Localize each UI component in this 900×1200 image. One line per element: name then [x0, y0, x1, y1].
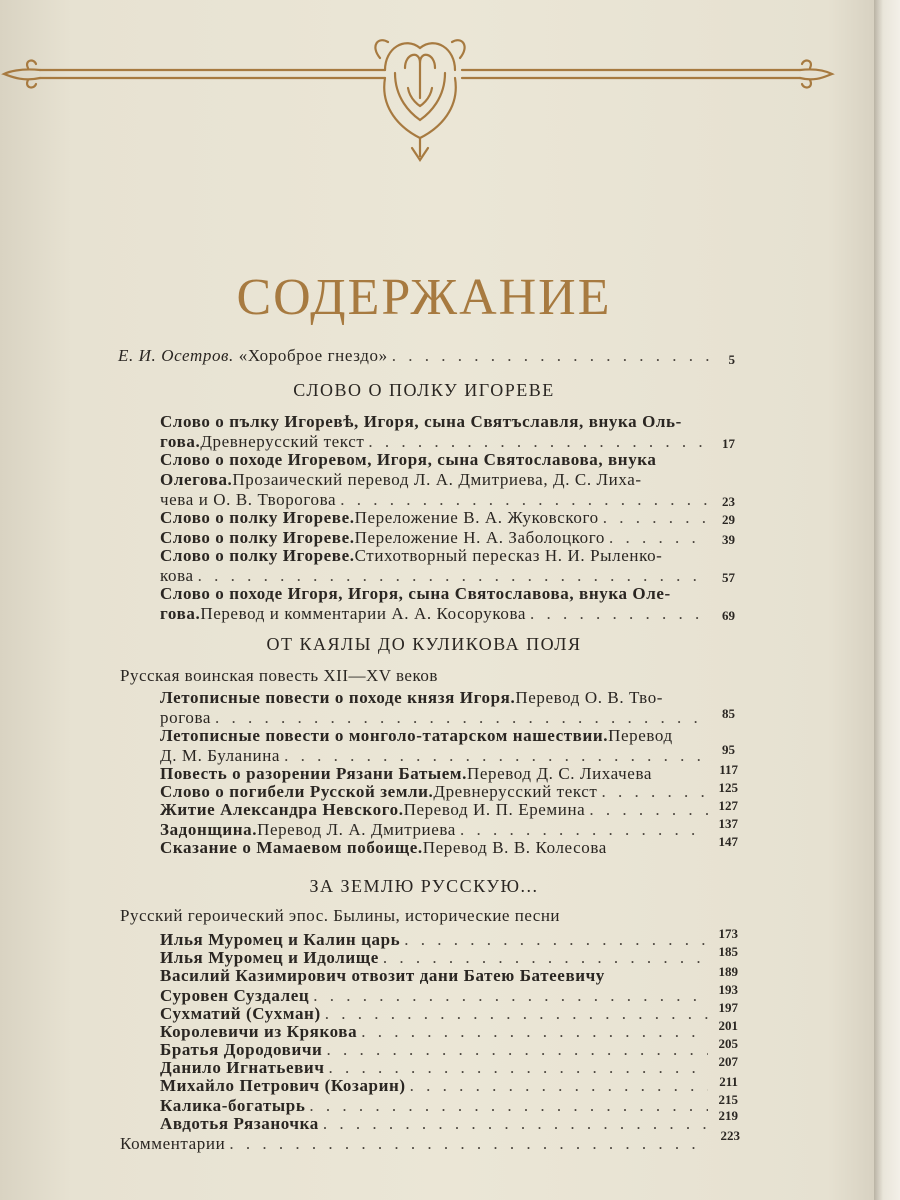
- toc-entry: [118, 346, 718, 366]
- toc-entry-line: Слово о погибели Русской земли. Древнерусский текст . . .: [160, 782, 712, 802]
- page-number: 185: [718, 944, 738, 959]
- page-number: 17: [722, 436, 735, 451]
- page-number: 205: [718, 1036, 738, 1051]
- leader-dots: [392, 346, 714, 366]
- toc-entry-line: Слово о полку Игореве. Переложение Н. А. Заболоцкого . . .: [160, 528, 712, 548]
- page-title: СОДЕРЖАНИЕ: [236, 269, 612, 326]
- toc-entry-line: Михайло Петрович (Козарин) . . .: [160, 1076, 712, 1096]
- group-heading: Русский героический эпос. Былины, исторические песни: [120, 906, 561, 925]
- toc-entry-line: Слово о полку Игореве. Стихотворный пересказ Н. И. Рыленко-: [160, 546, 663, 565]
- page-number: 201: [718, 1018, 738, 1033]
- page-number: 173: [718, 926, 738, 941]
- page-number: 189: [718, 964, 738, 979]
- toc-entry-line: рогова . . .: [160, 708, 712, 728]
- page-number: 23: [722, 494, 735, 509]
- toc-entry-line: Житие Александра Невского. Перевод И. П. Еремина . . .: [160, 800, 712, 820]
- page-number: 219: [718, 1108, 738, 1123]
- toc-entry-line: Слово о походе Игоря, Игоря, сына Святославова, внука Оле-: [160, 584, 671, 603]
- section-heading: СЛОВО О ПОЛКУ ИГОРЕВЕ: [293, 380, 555, 400]
- section-heading: ОТ КАЯЛЫ ДО КУЛИКОВА ПОЛЯ: [266, 634, 582, 654]
- author-name: Е. И. Осетров.: [118, 346, 234, 365]
- toc-entry-line: Слово о походе Игоревом, Игоря, сына Святославова, внука: [160, 450, 657, 469]
- page-number: 207: [718, 1054, 738, 1069]
- page-number: 127: [718, 798, 738, 813]
- ornament-header-icon: [0, 28, 840, 168]
- page-number: 95: [722, 742, 735, 757]
- page-number: 211: [719, 1074, 738, 1089]
- page-number: 193: [718, 982, 738, 997]
- toc-entry-line: Калика-богатырь . . .: [160, 1096, 712, 1116]
- group-heading: Русская воинская повесть XII—XV веков: [120, 666, 438, 685]
- toc-entry-line: Сказание о Мамаевом побоище. Перевод В. В. Колесова: [160, 838, 607, 857]
- toc-entry-line: Суровен Суздалец . . .: [160, 986, 712, 1006]
- toc-entry-line: Сухматий (Сухман) . . .: [160, 1004, 712, 1024]
- entry-title: «Хороброе гнездо»: [238, 346, 388, 365]
- section-heading: ЗА ЗЕМЛЮ РУССКУЮ...: [309, 876, 539, 896]
- page-number: 5: [728, 352, 735, 367]
- page-number: 39: [722, 532, 735, 547]
- toc-entry-line: Летописные повести о походе князя Игоря. Перевод О. В. Тво-: [160, 688, 664, 707]
- toc-entry-line: Комментарии . . .: [120, 1134, 712, 1154]
- page-number: 215: [718, 1092, 738, 1107]
- page-number: 197: [718, 1000, 738, 1015]
- page-number: 57: [722, 570, 735, 585]
- page-number: 85: [722, 706, 735, 721]
- page-number: 117: [719, 762, 738, 777]
- toc-entry-line: кова . . .: [160, 566, 712, 586]
- toc-entry-line: Королевичи из Крякова . . .: [160, 1022, 712, 1042]
- toc-entry-line: Илья Муромец и Калин царь . . .: [160, 930, 712, 950]
- toc-entry-line: Илья Муромец и Идолище . . .: [160, 948, 712, 968]
- page-number: 223: [720, 1128, 740, 1143]
- toc-entry-line: Данило Игнатьевич . . .: [160, 1058, 712, 1078]
- toc-entry-line: Повесть о разорении Рязани Батыем. Перевод Д. С. Лихачева: [160, 764, 652, 783]
- toc-entry-line: Задонщина. Перевод Л. А. Дмитриева . . .: [160, 820, 712, 840]
- toc-entry-line: Летописные повести о монголо-татарском нашествии. Перевод: [160, 726, 673, 745]
- page-number: 29: [722, 512, 735, 527]
- toc-entry-line: Олегова. Прозаический перевод Л. А. Дмитриева, Д. С. Лиха-: [160, 470, 642, 489]
- toc-entry-line: Братья Дородовичи . . .: [160, 1040, 712, 1060]
- toc-entry-line: гова. Древнерусский текст . . .: [160, 432, 712, 452]
- page-number: 69: [722, 608, 735, 623]
- toc-entry-line: Д. М. Буланина . . .: [160, 746, 712, 766]
- toc-entry-line: гова. Перевод и комментарии А. А. Косорукова . . .: [160, 604, 712, 624]
- toc-entry-line: Слово о полку Игореве. Переложение В. А. Жуковского . . .: [160, 508, 712, 528]
- toc-entry-line: Авдотья Рязаночка . . .: [160, 1114, 712, 1134]
- toc-entry-line: чева и О. В. Творогова . . .: [160, 490, 712, 510]
- page-number: 125: [718, 780, 738, 795]
- next-page-edge: [874, 0, 900, 1200]
- page-number: 137: [718, 816, 738, 831]
- toc-entry-line: Слово о пълку Игоревѣ, Игоря, сына Святъславля, внука Оль-: [160, 412, 682, 431]
- page-number: 147: [718, 834, 738, 849]
- toc-entry-line: Василий Казимирович отвозит дани Батею Батеевичу: [160, 966, 605, 985]
